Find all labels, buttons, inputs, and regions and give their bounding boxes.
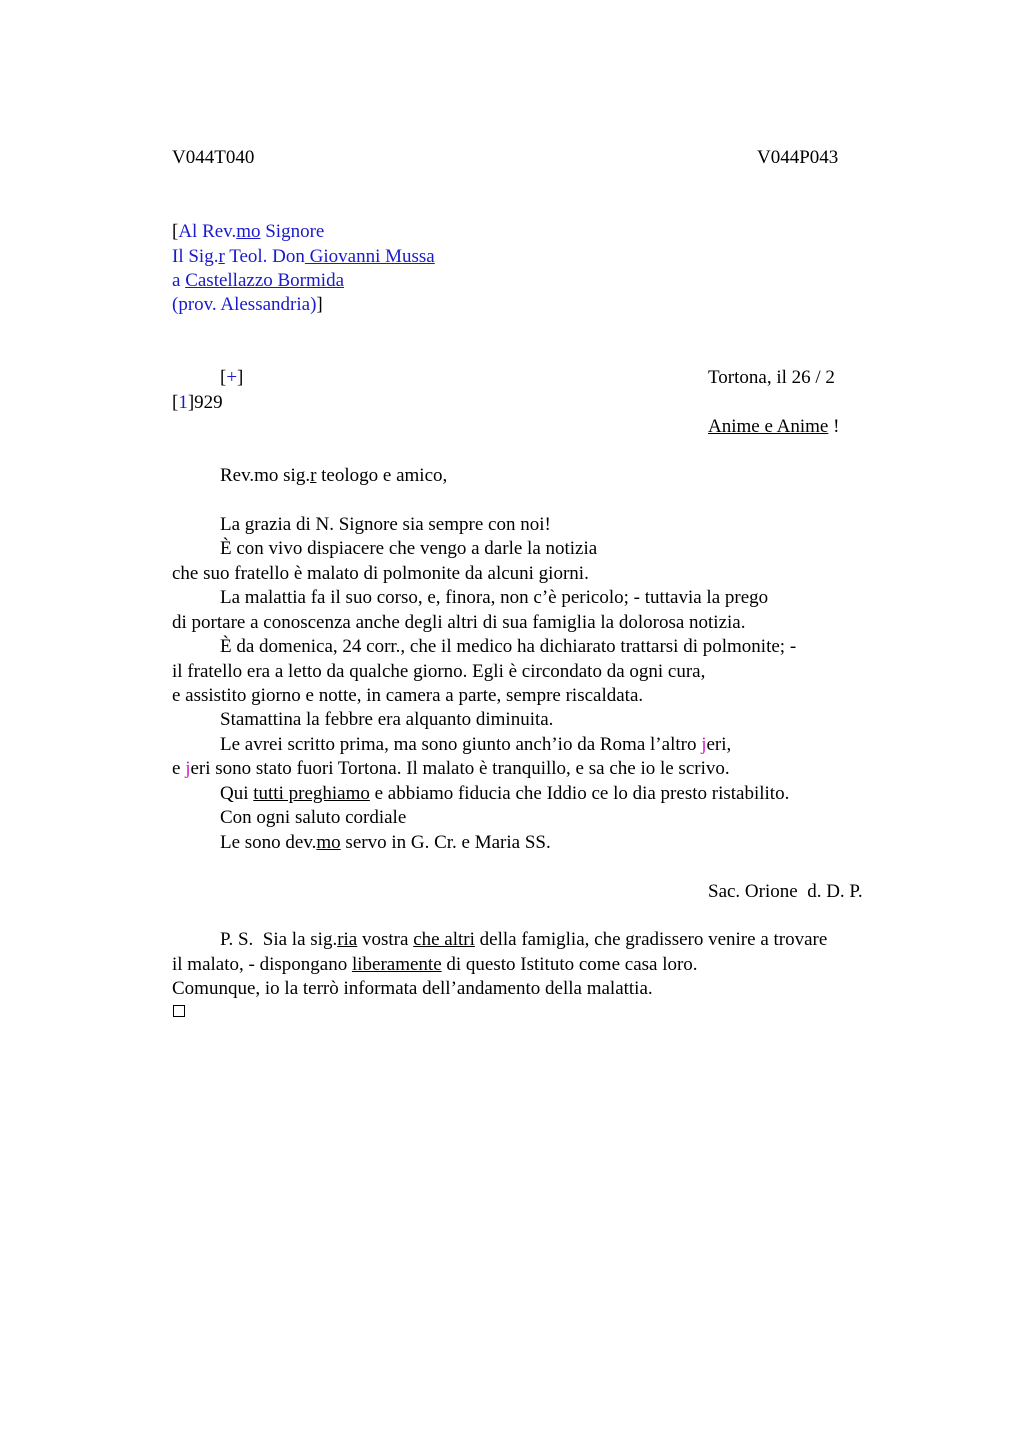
closing-line bbox=[220, 831, 551, 855]
closing-text: mo bbox=[316, 832, 341, 853]
place-date: Tortona, il 26 / 2 bbox=[708, 367, 835, 388]
salutation-text: Rev.mo sig. bbox=[220, 465, 311, 486]
address-line-2 bbox=[172, 245, 435, 269]
body-line bbox=[172, 757, 730, 781]
address-text: (prov. Alessandria) bbox=[172, 294, 317, 315]
year-rest: 929 bbox=[194, 392, 223, 413]
body-text: eri sono stato fuori Tortona. Il malato è tranquillo, e sa che io le scrivo. bbox=[190, 758, 730, 779]
body-line bbox=[220, 782, 789, 806]
postscript-text: il malato, - dispongano bbox=[172, 954, 352, 975]
address-text: Al Rev. bbox=[178, 221, 237, 242]
address-line-1: [Al Rev.mo Signore bbox=[172, 221, 325, 242]
postscript-text: vostra bbox=[357, 929, 414, 950]
address-line-4: (prov. Alessandria)] bbox=[172, 294, 323, 315]
corrected-letter: j bbox=[701, 734, 707, 755]
postscript-text: ria bbox=[337, 929, 358, 950]
body-text: Le avrei scritto prima, ma sono giunto anch’io da Roma l’altro bbox=[220, 734, 702, 755]
postscript-line bbox=[172, 953, 698, 977]
body-line: La malattia fa il suo corso, e, finora, non c’è pericolo; - tuttavia la prego bbox=[220, 587, 769, 608]
address-text: r bbox=[218, 246, 225, 267]
address-text: Castellazzo Bormida bbox=[185, 270, 344, 291]
underlined-text: tutti preghiamo bbox=[253, 783, 370, 804]
postscript-text: della famiglia, che gradissero venire a trovare bbox=[474, 929, 828, 950]
date-year: [1]929 bbox=[172, 392, 223, 413]
year-digit: 1 bbox=[178, 392, 188, 413]
closing-text: servo in G. Cr. e Maria SS. bbox=[340, 832, 551, 853]
body-line bbox=[220, 733, 731, 757]
address-text: Teol. Don bbox=[224, 246, 305, 267]
corrected-letter: j bbox=[185, 758, 191, 779]
address-text: Il Sig. bbox=[172, 246, 219, 267]
body-line: di portare a conoscenza anche degli altri di sua famiglia la dolorosa notizia. bbox=[172, 612, 746, 633]
postscript-line bbox=[220, 928, 827, 952]
motto bbox=[708, 415, 839, 439]
postscript-text: che altri bbox=[413, 929, 475, 950]
cross-symbol: + bbox=[226, 367, 238, 388]
end-square-icon bbox=[173, 1005, 185, 1017]
document-code-right: V044P043 bbox=[757, 147, 839, 168]
motto-end: ! bbox=[828, 416, 840, 437]
salutation-text: r bbox=[310, 465, 317, 486]
body-text: Qui bbox=[220, 783, 254, 804]
postscript-line: Comunque, io la terrò informata dell’andamento della malattia. bbox=[172, 978, 653, 999]
address-line-3 bbox=[172, 269, 344, 293]
document-code-left: V044T040 bbox=[172, 147, 255, 168]
greeting: La grazia di N. Signore sia sempre con noi! bbox=[220, 514, 551, 535]
body-line: Stamattina la febbre era alquanto diminuita. bbox=[220, 709, 554, 730]
body-line: È con vivo dispiacere che vengo a darle la notizia bbox=[220, 538, 598, 559]
closing-text: Le sono dev. bbox=[220, 832, 317, 853]
address-text: a bbox=[172, 270, 186, 291]
address-text: Signore bbox=[260, 221, 325, 242]
body-text: e abbiamo fiducia che Iddio ce lo dia presto ristabilito. bbox=[369, 783, 790, 804]
postscript-text: P. S. Sia la sig. bbox=[220, 929, 338, 950]
body-line: che suo fratello è malato di polmonite da alcuni giorni. bbox=[172, 563, 589, 584]
cross-mark: [+] bbox=[220, 367, 244, 388]
body-text: e bbox=[172, 758, 186, 779]
salutation bbox=[220, 464, 447, 488]
address-text: Giovanni Mussa bbox=[304, 246, 435, 267]
body-line: È da domenica, 24 corr., che il medico ha dichiarato trattarsi di polmonite; - bbox=[220, 636, 797, 657]
body-line: il fratello era a letto da qualche giorno. Egli è circondato da ogni cura, bbox=[172, 661, 706, 682]
postscript-text: di questo Istituto come casa loro. bbox=[441, 954, 698, 975]
signature: Sac. Orione d. D. P. bbox=[708, 881, 863, 902]
salutation-text: teologo e amico, bbox=[316, 465, 448, 486]
postscript-text: liberamente bbox=[351, 954, 442, 975]
body-text: eri, bbox=[706, 734, 732, 755]
address-text: mo bbox=[236, 221, 261, 242]
body-line: e assistito giorno e notte, in camera a parte, sempre riscaldata. bbox=[172, 685, 644, 706]
closing-line: Con ogni saluto cordiale bbox=[220, 807, 407, 828]
motto-text: Anime e Anime bbox=[708, 416, 829, 437]
